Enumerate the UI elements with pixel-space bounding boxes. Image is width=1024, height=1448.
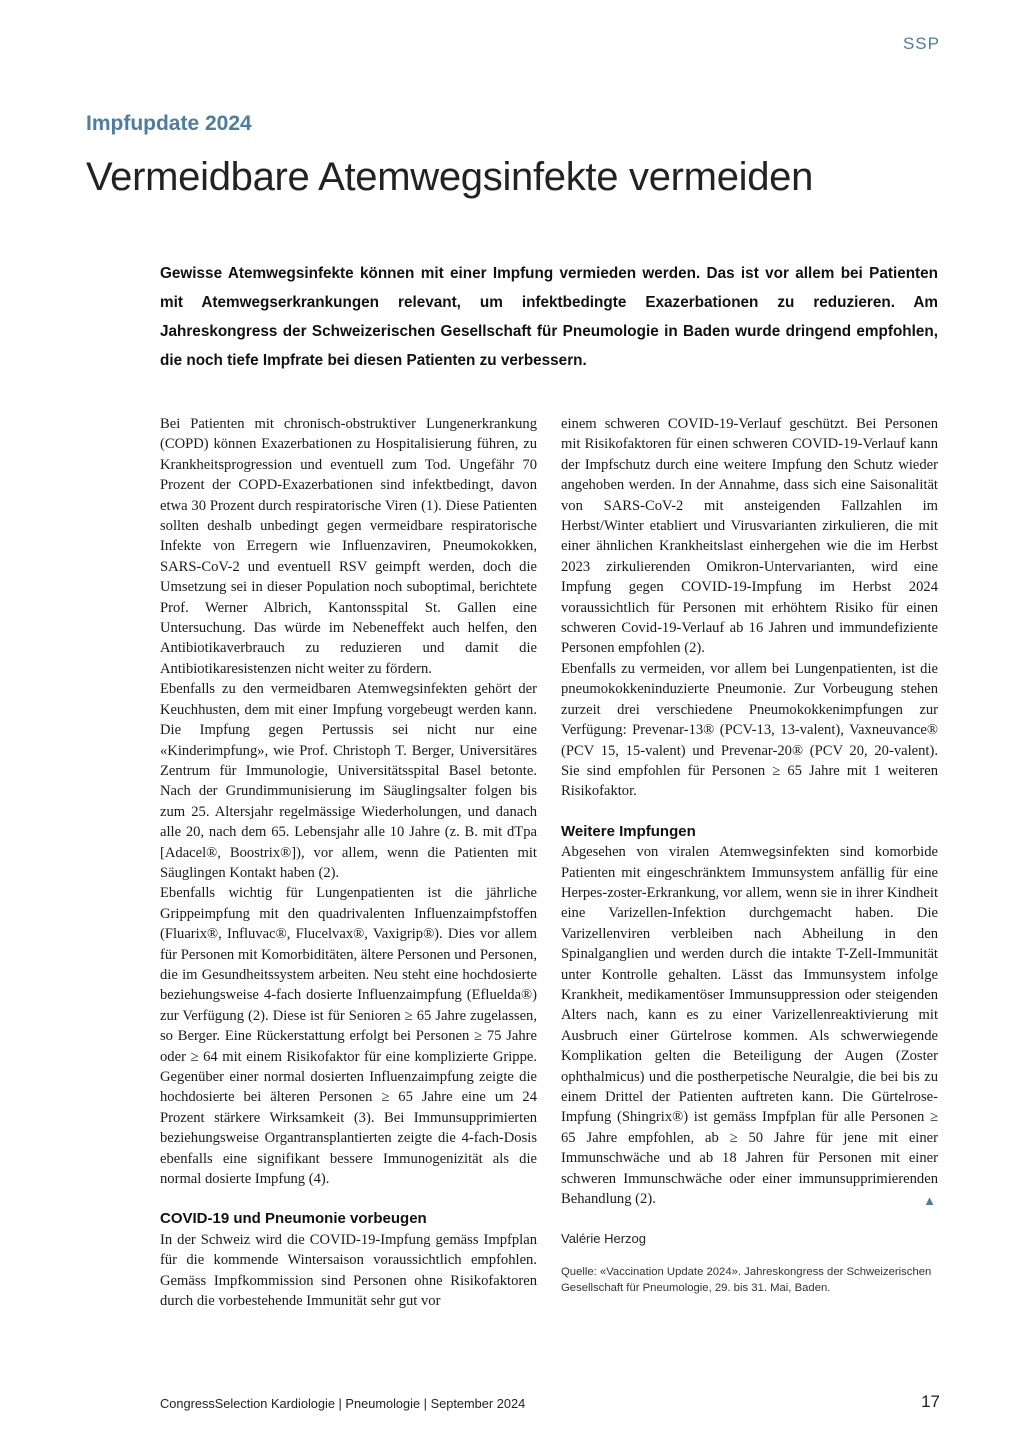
- footer-publication: CongressSelection Kardiologie | Pneumologie | September 2024: [160, 1396, 526, 1411]
- right-column: [561, 414, 938, 1297]
- article-end-triangle-icon: ▲: [923, 1193, 936, 1209]
- section-heading-further: Weitere Impfungen: [561, 822, 696, 840]
- body-paragraph: Ebenfalls wichtig für Lungenpatienten ist die jährliche Grippeimpfung mit den quadrivalenten Influenzaimpfstoffen (Fluarix®, Influvac®, Flucelvax®, Vaxigrip®). Dies vor allem für Personen mit Komorbiditäten, ältere Personen und Personen, die im Gesundheitssystem arbeiten. Neu steht eine hochdosierte beziehungsweise 4-fach dosierte Influenzaimpfung (Efluelda®) zur Verfügung (2). Diese ist für Senioren ≥ 65 Jahre zugelassen, so Berger. Eine Rückerstattung erfolgt bei Personen ≥ 75 Jahre oder ≥ 64 mit einem Risikofaktor für eine komplizierte Grippe. Gegenüber einer normal dosierten Influenzaimpfung zeigte die hochdosierte bei älteren Personen ≥ 65 Jahre eine um 24 Prozent stärkere Wirksamkeit (3). Bei Immunsupprimierten beziehungsweise Organtransplantierten zeigte die 4-fach-Dosis ebenfalls eine signifikant bessere Immunogenizität als die normal dosierte Impfung (4).: [160, 885, 537, 1188]
- section-heading-covid: COVID-19 und Pneumonie vorbeugen: [160, 1210, 427, 1228]
- body-paragraph: Ebenfalls zu vermeiden, vor allem bei Lungenpatienten, ist die pneumokokkeninduzierte Pneumonie. Zur Vorbeugung stehen zurzeit drei verschiedene Pneumokokkenimpfungen zur Verfügung: Prevenar-13® (PCV-13, 13-valent), Vaxneuvance® (PCV 15, 15-valent) und Prevenar-20® (PCV 20, 20-valent). Sie sind empfohlen für Personen ≥ 65 Jahre mit 1 weiteren Risikofaktor.: [561, 660, 938, 800]
- page-number: 17: [921, 1392, 940, 1411]
- body-paragraph: Bei Patienten mit chronisch-obstruktiver Lungenerkrankung (COPD) können Exazerbationen zu Hospitalisierung führen, zu Krankheitsprogression und eventuell zum Tod. Ungefähr 70 Prozent der COPD-Exazerbationen sind infektbedingt, davon etwa 30 Prozent durch respiratorische Viren (1). Diese Patienten sollten deshalb unbedingt gegen vermeidbare respiratorische Infekte von Erregern wie Influenzaviren, Pneumokokken, SARS-CoV-2 und eventuell RSV geimpft werden, doch die Umsetzung sei in dieser Population noch suboptimal, berichtete Prof. Werner Albrich, Kantonsspital St. Gallen eine Untersuchung. Das würde im Nebeneffekt auch helfen, den Antibiotikaverbrauch zu reduzieren und damit die Antibiotikaresistenzen nicht weiter zu fördern.: [160, 416, 537, 677]
- source-note: Quelle: «Vaccination Update 2024». Jahreskongress der Schweizerischen Gesellschaft für Pneumologie, 29. bis 31. Mai, Baden.: [561, 1265, 932, 1295]
- body-paragraph: Ebenfalls zu den vermeidbaren Atemwegsinfekten gehört der Keuchhusten, dem mit einer Impfung vorgebeugt werden kann. Die Impfung gegen Pertussis sei nicht nur eine «Kinderimpfung», wie Prof. Christoph T. Berger, Universitäres Zentrum für Immunologie, Universitätsspital Basel betonte. Nach der Grundimmunisierung im Säuglingsalter folgen bis zum 25. Altersjahr regelmässige Wiederholungen, und danach alle 20, nach dem 65. Lebensjahr alle 10 Jahre (z. B. mit dTpa [Adacel®, Boostrix®]), vor allem, wenn die Patienten mit Säuglingen Kontakt haben (2).: [160, 681, 537, 881]
- body-paragraph: In der Schweiz wird die COVID-19-Impfung gemäss Impfplan für die kommende Wintersaison voraussichtlich empfohlen. Gemäss Impfkommission sind Personen ohne Risikofaktoren durch die vorbestehende Immunität sehr gut vor: [160, 1231, 537, 1310]
- article-kicker: Impfupdate 2024: [86, 112, 252, 135]
- section-tag: SSP: [902, 34, 940, 53]
- article-title: Vermeidbare Atemwegsinfekte vermeiden: [86, 155, 814, 199]
- body-paragraph: Abgesehen von viralen Atemwegsinfekten sind komorbide Patienten mit eingeschränktem Immunsystem anfällig für eine Herpes-zoster-Erkrankung, vor allem, wenn sie in ihrer Kindheit eine Varizellen-Infektion durchgemacht haben. Die Varizellenviren verbleiben nach Abheilung in den Spinalganglien und werden durch die intakte T-Zell-Immunität unter Kontrolle gehalten. Lässt das Immunsystem infolge Krankheit, medikamentöser Immunsuppression oder steigenden Alters nach, kann es zu einer Varizellenreaktivierung mit Ausbruch einer Gürtelrose kommen. Als schwerwiegende Komplikation gelten die Beteiligung der Augen (Zoster ophthalmicus) und die postherpetische Neuralgie, die bei bis zu einem Drittel der Patienten auftreten kann. Die Gürtelrose-Impfung (Shingrix®) ist gemäss Impfplan für alle Personen ≥ 65 Jahre empfohlen, ab ≥ 50 Jahre für jene mit einer Immunschwäche und ab 18 Jahren für Personen mit einer schweren Immunschwäche oder einer immunsupprimierenden Behandlung (2).: [561, 844, 938, 1208]
- body-paragraph: einem schweren COVID-19-Verlauf geschützt. Bei Personen mit Risikofaktoren für einen schweren COVID-19-Verlauf kann der Impfschutz durch eine weitere Impfung den Schutz wieder angehoben werden. In der Annahme, dass sich eine Saisonalität von SARS-CoV-2 mit ansteigenden Fallzahlen im Herbst/Winter etabliert und Virusvarianten zirkulieren, die mit einer ähnlichen Krankheitslast einhergehen wie die im Herbst 2023 zirkulierenden Omikron-Untervarianten, wird eine Impfung gegen COVID-19-Impfung im Herbst 2024 voraussichtlich für Personen mit erhöhtem Risiko für einen schweren Covid-19-Verlauf ab 16 Jahren und immundefiziente Personen empfohlen (2).: [561, 416, 938, 657]
- left-column: [160, 414, 537, 1311]
- article-lead: Gewisse Atemwegsinfekte können mit einer Impfung vermieden werden. Das ist vor allem bei Patienten mit Atemwegserkrankungen relevant, um infektbedingte Exazerbationen zu reduzieren. Am Jahreskongress der Schweizerischen Gesellschaft für Pneumologie in Baden wurde dringend empfohlen, die noch tiefe Impfrate bei diesen Patienten zu verbessern.: [160, 265, 938, 369]
- author-name: Valérie Herzog: [561, 1231, 647, 1247]
